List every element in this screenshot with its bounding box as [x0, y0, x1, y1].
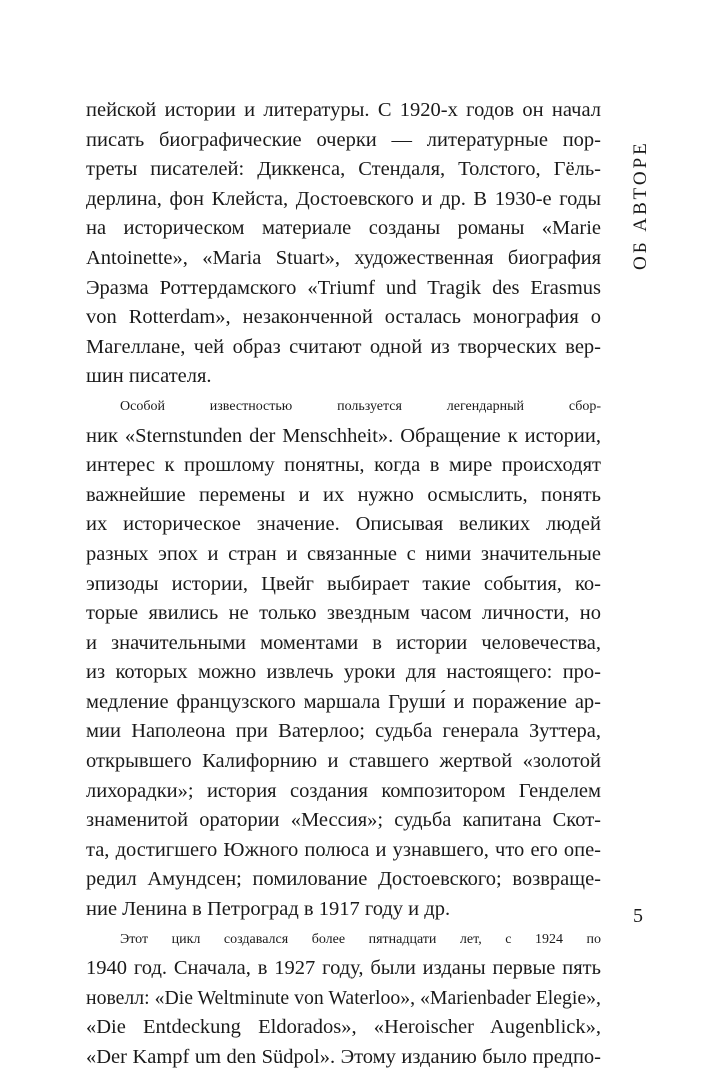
text-line: Магеллане, чей образ считают одной из творческих вер- [86, 335, 601, 358]
text-line: пейской истории и литературы. С 1920-х годов он начал [86, 99, 601, 121]
text-line: дерлина, фон Клейста, Достоевского и др. В 1930-е годы [86, 187, 601, 210]
text-line: лихорадки»; история создания композитором Генделем [86, 779, 601, 802]
text-line: треты писателей: Диккенса, Стендаля, Толстого, Гёль- [86, 158, 601, 181]
paragraph [86, 392, 601, 925]
text-line: их историческое значение. Описывая великих людей [86, 513, 601, 536]
text-line: писать биографические очерки — литературные пор- [86, 128, 601, 151]
text-line: ник «Sternstunden der Menschheit». Обращение к истории, [86, 424, 601, 447]
text-line: Этот цикл создавался более пятнадцати лет, с 1924 по [120, 931, 601, 947]
text-line: новелл: «Die Weltminute von Waterloo», «Marienbader Elegie», [86, 986, 601, 1009]
text-line: разных эпох и стран и связанные с ними значительные [86, 542, 601, 565]
running-head: ОБ АВТОРЕ [630, 140, 651, 270]
text-line: редил Амундсен; помилование Достоевского; возвраще- [86, 868, 601, 891]
text-line: «Der Kampf um den Südpol». Этому изданию было предпо- [86, 1046, 601, 1068]
text-line: торые явились не только звездным часом личности, но [86, 602, 601, 625]
text-line: Особой известностью пользуется легендарный сбор- [120, 398, 601, 414]
text-line: та, достигшего Южного полюса и узнавшего, что его опе- [86, 838, 601, 861]
text-line: мии Наполеона при Ватерлоо; судьба генерала Зуттера, [86, 720, 601, 743]
paragraph [86, 925, 601, 1073]
text-line: 1940 год. Сначала, в 1927 году, были изданы первые пять [86, 957, 601, 980]
text-line: знаменитой оратории «Мессия»; судьба капитана Скот- [86, 809, 601, 832]
paragraph [86, 96, 601, 392]
text-line: на историческом материале созданы романы «Marie [86, 217, 601, 240]
text-line: эпизоды истории, Цвейг выбирает такие события, ко- [86, 572, 601, 595]
text-line: «Die Entdeckung Eldorados», «Heroischer Augenblick», [86, 1016, 601, 1039]
text-line: Antoinette», «Maria Stuart», художественная биография [86, 246, 601, 269]
text-line: из которых можно извлечь уроки для настоящего: про- [86, 661, 601, 684]
text-line: и значительными моментами в истории человечества, [86, 631, 601, 654]
text-line: von Rotterdam», незаконченной осталась монография о [86, 306, 601, 329]
text-line: ние Ленина в Петроград в 1917 году и др. [86, 898, 451, 921]
text-line: открывшего Калифорнию и ставшего жертвой «золотой [86, 750, 601, 773]
text-line: Эразма Роттердамского «Triumf und Tragik des Erasmus [86, 276, 601, 299]
text-line: медление французского маршала Груши́ и поражение ар- [86, 690, 601, 713]
body-text [86, 96, 601, 1073]
page-number: 5 [633, 905, 643, 927]
text-line: интерес к прошлому понятны, когда в мире происходят [86, 454, 601, 477]
text-line: важнейшие перемены и их нужно осмыслить, понять [86, 483, 601, 506]
text-line: шин писателя. [86, 365, 212, 388]
